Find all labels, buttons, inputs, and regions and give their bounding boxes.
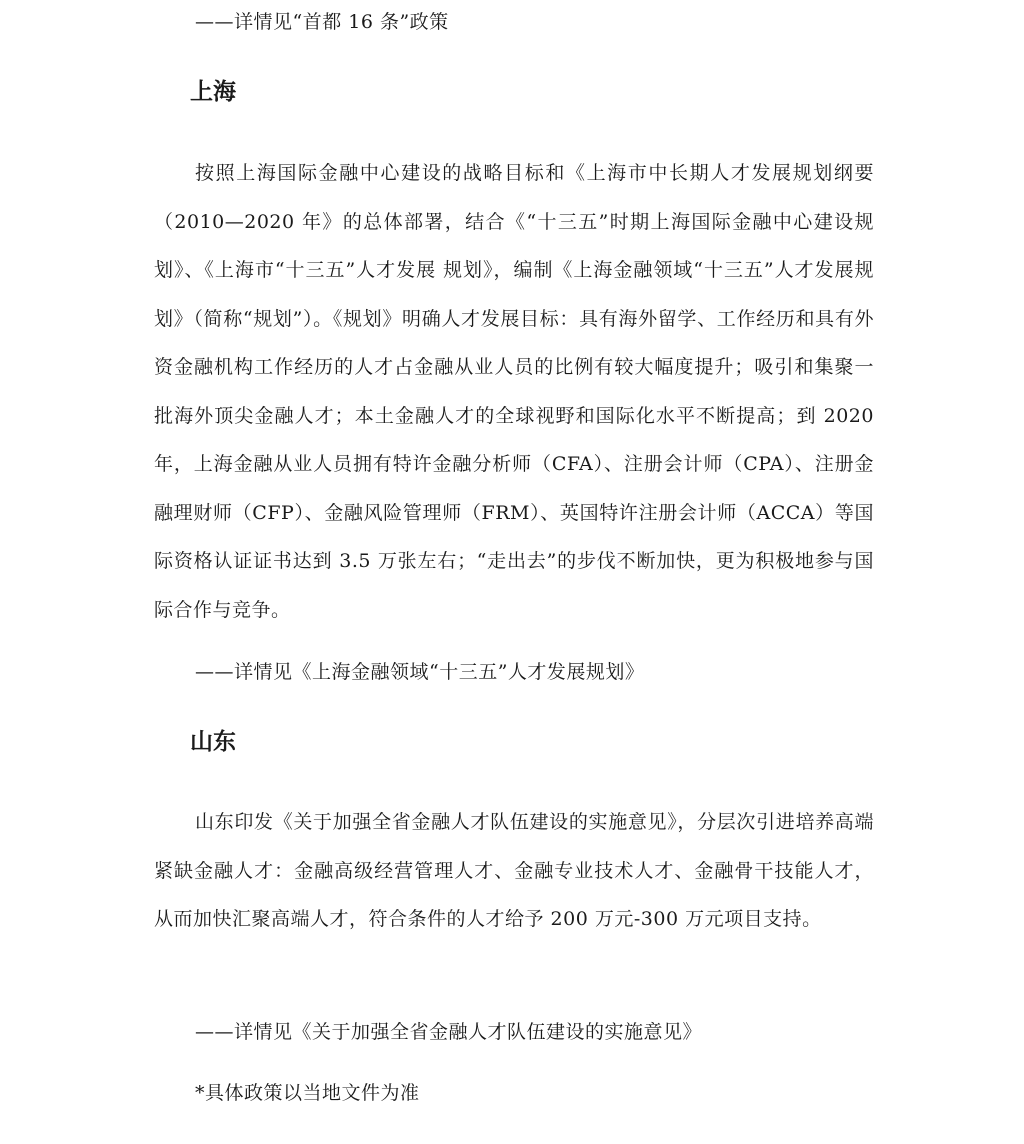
- footnote: *具体政策以当地文件为准: [195, 1082, 420, 1104]
- shandong-paragraph: 山东印发《关于加强全省金融人才队伍建设的实施意见》，分层次引进培养高端紧缺金融人才：金融高级经营管理人才、金融专业技术人才、金融骨干技能人才，从而加快汇聚高端人才，符合条件的人才给予 200 万元-300 万元项目支持。: [154, 811, 874, 930]
- shandong-source: ——详情见《关于加强全省金融人才队伍建设的实施意见》: [195, 1021, 703, 1043]
- shanghai-source: ——详情见《上海金融领域“十三五”人才发展规划》: [195, 661, 645, 683]
- shanghai-paragraph: 按照上海国际金融中心建设的战略目标和《上海市中长期人才发展规划纲要（2010—2020 年》的总体部署，结合《“十三五”时期上海国际金融中心建设规划》、《上海市“十三五”人才发展 规划》，编制《上海金融领域“十三五”人才发展规划》（简称“规划”）。《规划》明确人才发展目标：具有海外留学、工作经历和具有外资金融机构工作经历的人才占金融从业人员的比例有较大幅度提升；吸引和集聚一批海外顶尖金融人才；本土金融人才的全球视野和国际化水平不断提高；到 2020 年，上海金融从业人员拥有特许金融分析师（CFA）、注册会计师（CPA）、注册金融理财师（CFP）、金融风险管理师（FRM）、英国特许注册会计师（ACCA）等国际资格认证证书达到 3.5 万张左右；“走出去”的步伐不断加快，更为积极地参与国际合作与竞争。: [154, 162, 874, 621]
- capital-policy-source: ——详情见“首都 16 条”政策: [195, 11, 449, 33]
- shandong-heading: 山东: [190, 729, 236, 755]
- shanghai-heading: 上海: [190, 79, 236, 105]
